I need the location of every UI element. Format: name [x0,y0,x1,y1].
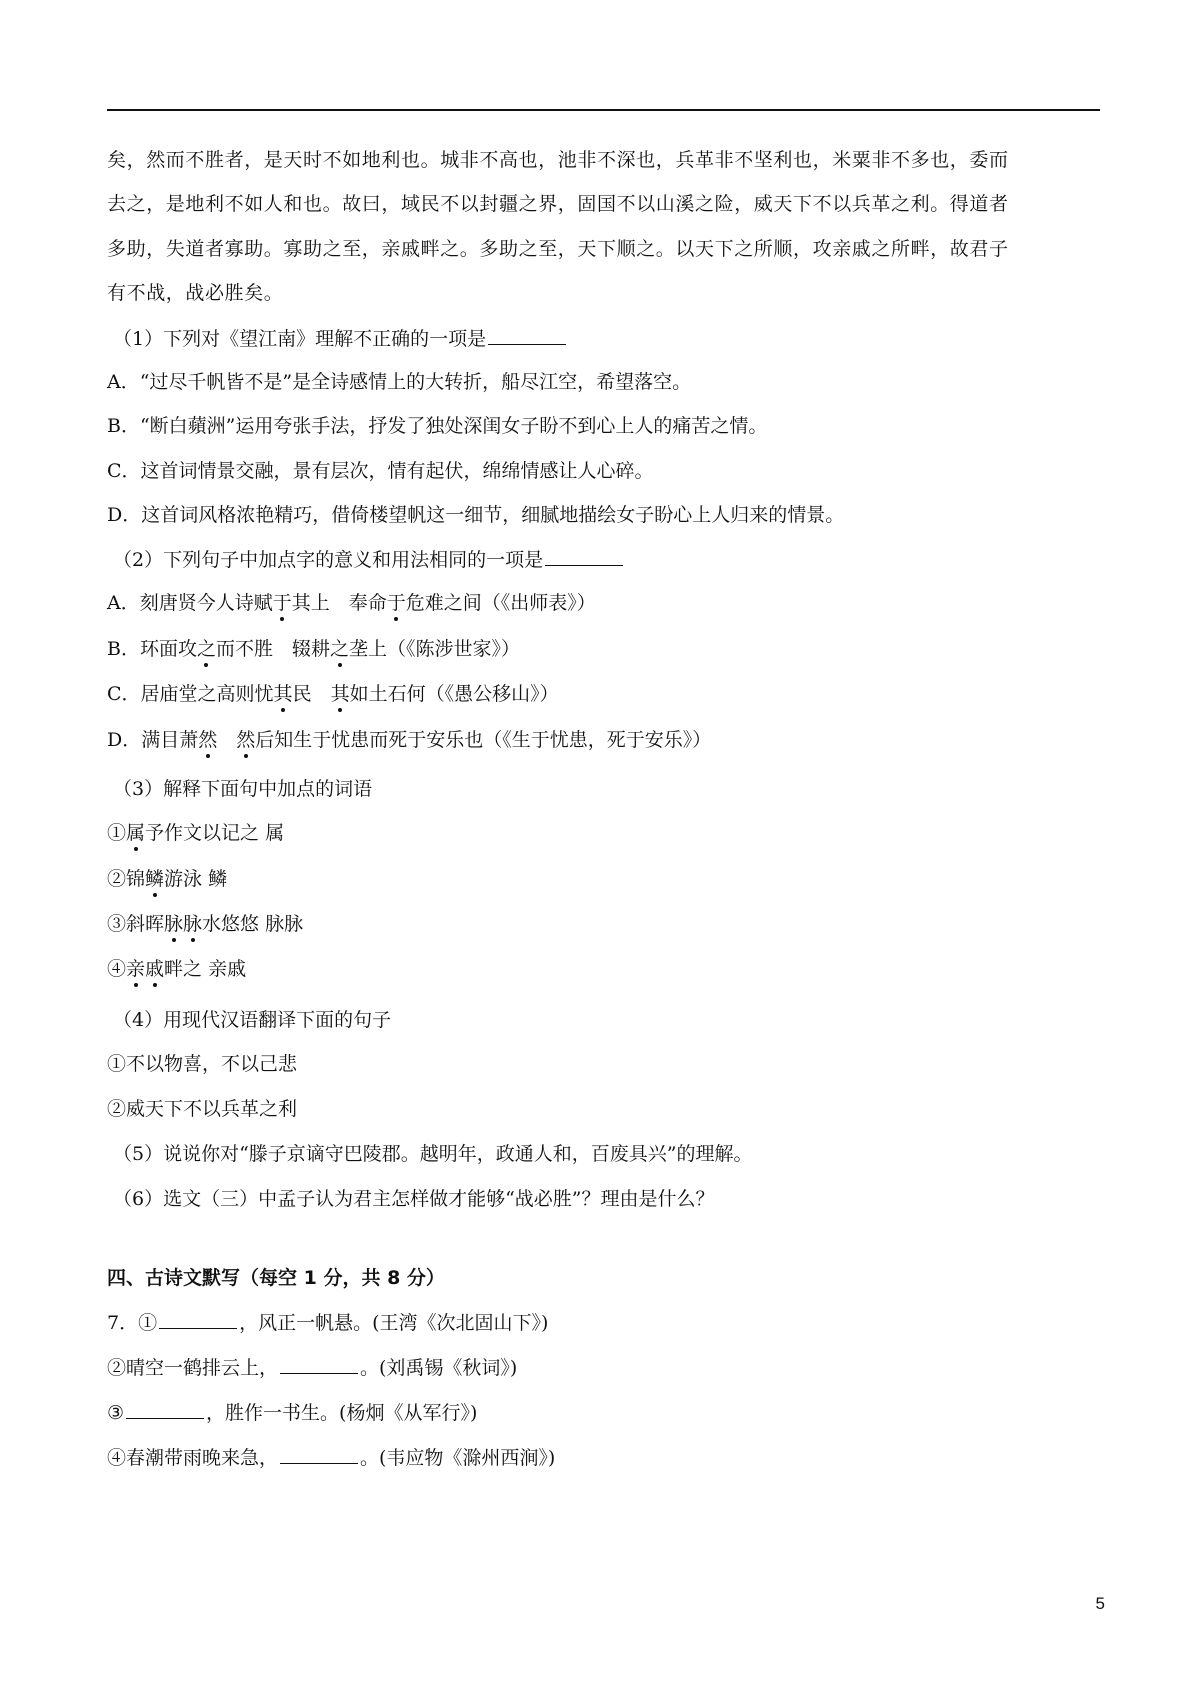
dotted-char: 属 [126,822,146,844]
dotted-char: 脉 [183,913,203,935]
dotted-char: 其 [330,683,350,705]
option-text [217,729,236,751]
dotted-char: 然 [236,729,256,751]
question-2-stem [113,547,625,572]
dotted-char: 脉 [164,913,184,935]
dotted-char: 于 [272,592,292,614]
dictation-line [107,1445,555,1470]
dictation-text: ②晴空一鹤排云上， [107,1357,279,1379]
question-1-text: （1）下列对《望江南》理解不正确的一项是 [113,328,487,350]
q4-item: ②威天下不以兵革之利 [107,1098,298,1120]
item-text: 予作文以记之 属 [145,822,285,844]
dotted-char: 然 [198,729,218,751]
option-text: B．环面攻 [107,638,197,660]
question-1-stem [113,326,568,351]
q1-option-d: D．这首词风格浓艳精巧，借倚楼望帆这一细节，细腻地描绘女子盼心上人归来的情景。 [107,504,845,526]
question-4-stem: （4）用现代汉语翻译下面的句子 [113,1009,392,1031]
passage-line: 去之，是地利不如人和也。故曰，域民不以封疆之界，固国不以山溪之险，威天下不以兵革之利。得道者 [107,193,1009,215]
question-2-text: （2）下列句子中加点字的意义和用法相同的一项是 [113,549,544,571]
question-5: （5）说说你对“滕子京谪守巴陵郡。越明年，政通人和，百废具兴”的理解。 [113,1143,753,1165]
q1-option-c: C．这首词情景交融，景有层次，情有起伏，绵绵情感让人心碎。 [107,460,654,482]
dotted-char: 戚 [145,958,165,980]
dotted-char: 亲 [126,958,146,980]
q2-option-b [107,637,520,661]
option-text: 危难之间（《出师表》） [405,592,596,614]
dictation-text: 7．① [107,1312,158,1334]
q2-option-c [107,682,559,706]
dotted-char: 于 [386,592,406,614]
item-text: ②锦 [107,868,146,890]
answer-blank [280,1445,358,1464]
dictation-line [107,1400,477,1425]
dictation-text: ，胜作一书生。(杨炯《从军行》) [206,1402,478,1424]
option-text: 民 [292,683,331,705]
passage-line: 有不战，战必胜矣。 [107,282,284,304]
question-3-stem: （3）解释下面句中加点的词语 [113,778,373,800]
q3-item-2 [107,867,227,891]
answer-blank [545,547,623,566]
dictation-text: ③ [107,1402,125,1424]
option-text: D．满目萧 [107,729,199,751]
answer-blank [159,1310,237,1329]
dictation-text: ，风正一帆悬。(王湾《次北固山下》) [239,1312,549,1334]
dictation-text: ④春潮带雨晚来急， [107,1447,279,1469]
page-number: 5 [1095,1594,1105,1613]
q3-item-1 [107,821,284,845]
option-text: C．居庙堂之高则忧 [107,683,274,705]
answer-blank [280,1355,358,1374]
passage-line: 多助，失道者寡助。寡助之至，亲戚畔之。多助之至，天下顺之。以天下之所顺，攻亲戚之所畔，故君子 [107,238,1009,260]
item-text: 水悠悠 脉脉 [202,913,304,935]
option-text: 其上 奉命 [291,592,387,614]
option-text: 如土石何（《愚公移山》） [349,683,559,705]
q3-item-3 [107,912,303,936]
dictation-line [107,1355,517,1380]
q1-option-b: B．“断白蘋洲”运用夸张手法，抒发了独处深闺女子盼不到心上人的痛苦之情。 [107,415,768,437]
item-text: ① [107,822,127,844]
item-text: ③斜晖 [107,913,165,935]
dictation-line [107,1310,548,1335]
dotted-char: 之 [330,638,350,660]
dictation-text: 。(刘禹锡《秋词》) [360,1357,518,1379]
option-text: 垄上（《陈涉世家》） [349,638,521,660]
item-text: 畔之 亲戚 [164,958,247,980]
option-text: 后知生于忧患而死于安乐也（《生于忧患，死于安乐》） [255,729,712,751]
section-4-title: 四、古诗文默写（每空 1 分，共 8 分） [107,1267,445,1289]
passage-line: 矣，然而不胜者，是天时不如地利也。城非不高也，池非不深也，兵革非不坚利也，米粟非不多也，委而 [107,149,1009,171]
dotted-char: 之 [196,638,216,660]
question-6: （6）选文（三）中孟子认为君主怎样做才能够“战必胜”？理由是什么？ [113,1188,715,1210]
answer-blank [126,1400,204,1419]
option-text: A．刻唐贤今人诗赋 [107,592,273,614]
item-text: 游泳 鳞 [164,868,228,890]
q2-option-a [107,591,596,615]
q3-item-4 [107,957,246,981]
header-rule [107,109,1100,111]
dictation-text: 。(韦应物《滁州西涧》) [360,1447,556,1469]
item-text: ④ [107,958,127,980]
q1-option-a: A．“过尽千帆皆不是”是全诗感情上的大转折，船尽江空，希望落空。 [107,371,692,393]
dotted-char: 其 [273,683,293,705]
answer-blank [488,326,566,345]
option-text: 而不胜 辍耕 [215,638,330,660]
q2-option-d [107,728,711,752]
q4-item: ①不以物喜，不以己悲 [107,1053,298,1075]
dotted-char: 鳞 [145,868,165,890]
